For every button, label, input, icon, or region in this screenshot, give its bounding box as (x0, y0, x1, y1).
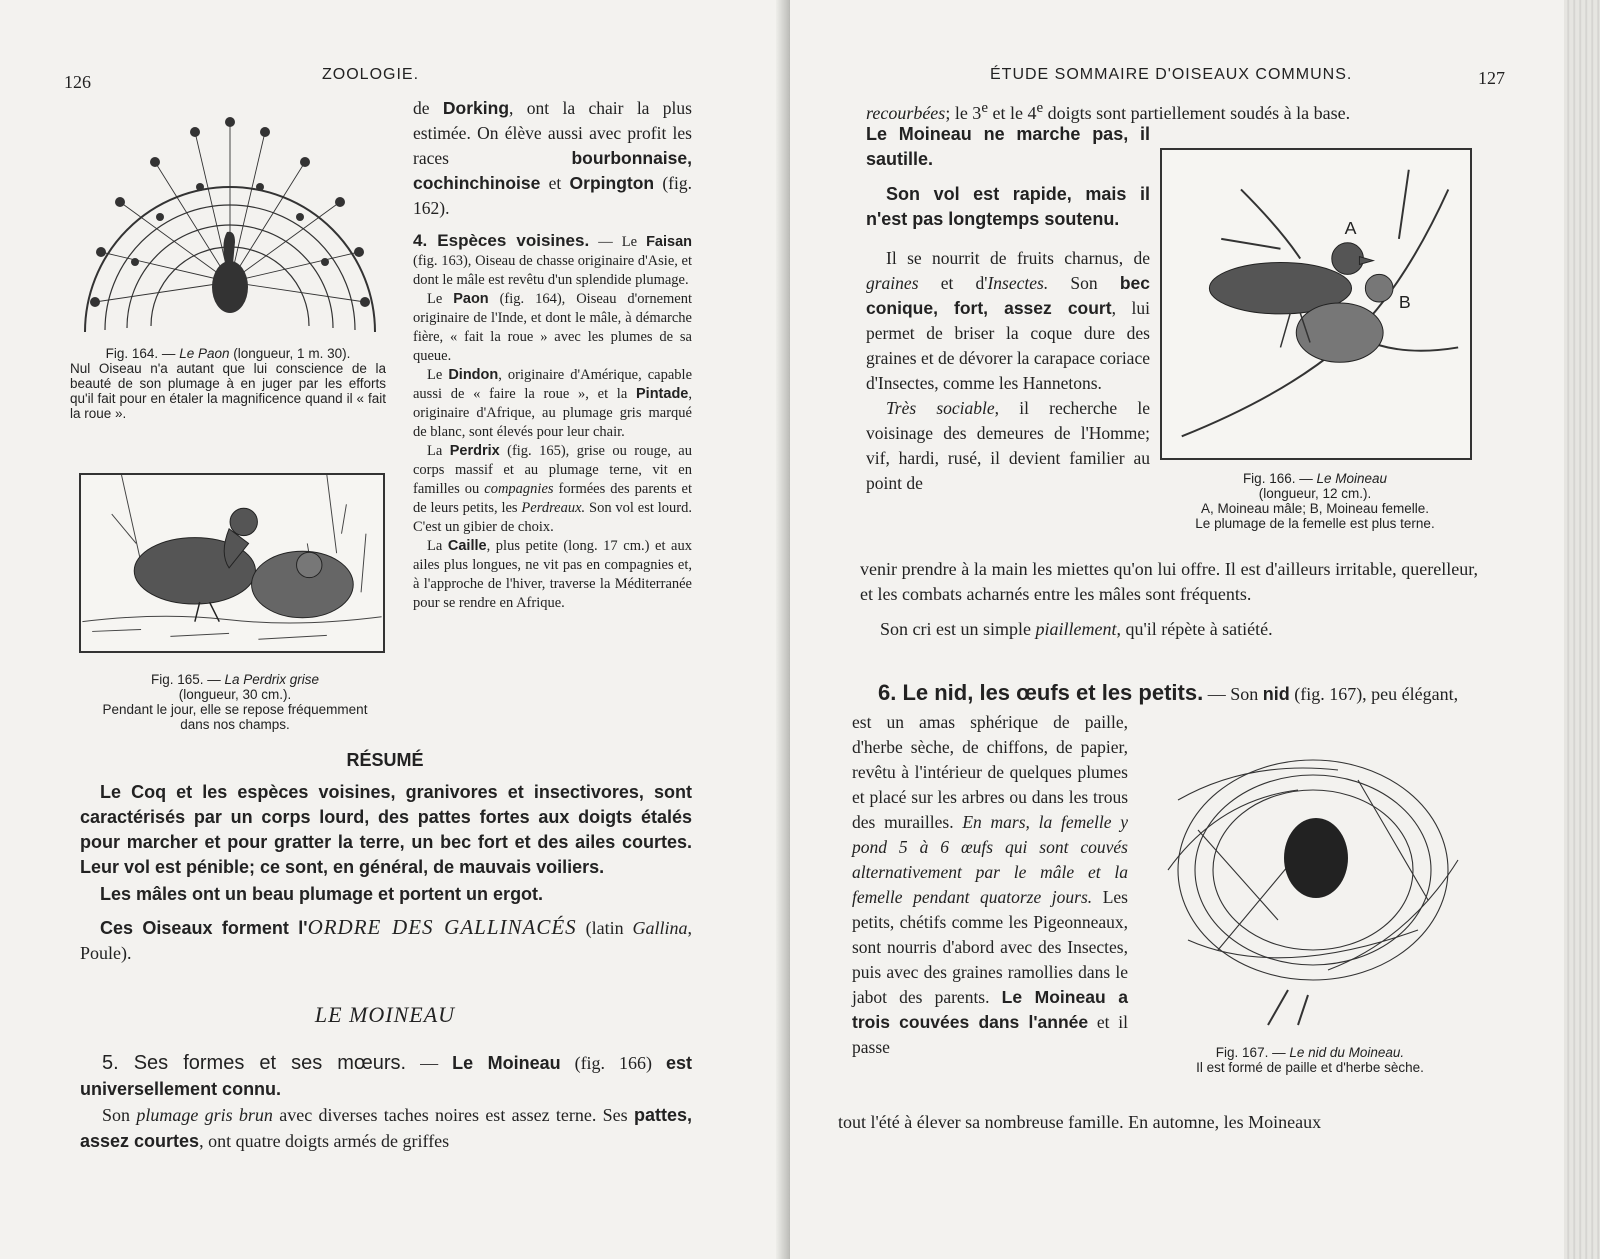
fig164-caption (70, 346, 386, 421)
peacock-icon (75, 102, 385, 338)
resume-block (80, 780, 692, 966)
paragraph-paon: Le Paon (fig. 164), Oiseau d'ornement originaire de l'Inde, et dont le mâle, à démarche fière, « fait la roue » avec les plumes de sa queue. (413, 291, 692, 364)
right-page (790, 0, 1600, 1259)
paragraph-especes: 4. Espèces voisines. — Le Faisan (fig. 163), Oiseau de chasse originaire d'Asie, et dont le mâle est revêtu d'un splendide plumage. (413, 231, 692, 288)
section6-text: est un amas sphérique de paille, d'herbe sèche, de chiffons, de papier, revêtu à l'intérieur de quelques plumes et placé sur les arbres ou dans les trous des murailles. En mars, la femelle y pond 5 à 6 œufs qui sont couvés alternativement par le mâle et la femelle pendant quatorze jours. Les petits, chétifs comme les Pigeonneaux, sont nourris d'abord avec des Insectes, puis avec des graines ramollies dans le jabot des parents. Le Moineau a trois couvées dans l'année et il passe (852, 712, 1129, 1057)
peacock-illustration (75, 102, 385, 338)
fig165-title: La Perdrix grise (224, 672, 320, 687)
resume-p1: Le Coq et les espèces voisines, granivores et insectivores, sont caractérisés par un corps lourd, des pattes fortes aux doigts étalés pour marcher et pour gratter la terre, un bec fort et des ailes courtes. Leur vol est pénible; ce sont, en général, de mauvais voiliers. (80, 782, 692, 877)
fig164-rest: (longueur, 1 m. 30). (233, 346, 351, 361)
paragraph-last: tout l'été à élever sa nombreuse famille. En automne, les Moineaux (838, 1112, 1322, 1132)
bold-vol: Son vol est rapide, mais il n'est pas longtemps soutenu. (866, 184, 1150, 229)
section5-heading: 5. Ses formes et ses mœurs. — Le Moineau (fig. 166) est universellement connu. (80, 1052, 693, 1099)
resume-p2: Les mâles ont un beau plumage et portent un ergot. (100, 884, 544, 904)
fig166-num: Fig. 166. — (1242, 471, 1313, 486)
resume-p3: Ces Oiseaux forment l'ORDRE DES GALLINACÉS (latin Gallina, Poule). (80, 915, 692, 963)
moineau-title: LE MOINEAU (314, 1002, 456, 1027)
fig166-text1: A, Moineau mâle; B, Moineau femelle. (1200, 501, 1430, 516)
fig164-num: Fig. 164. — (105, 346, 176, 361)
fig167-caption (1145, 1045, 1475, 1075)
partridge-icon (81, 475, 383, 651)
fig165-rest: (longueur, 30 cm.). (178, 687, 292, 702)
bold-sautille: Le Moineau ne marche pas, il sautille. (866, 124, 1150, 169)
fig165-caption (95, 672, 375, 732)
page-edge (1564, 0, 1600, 1259)
sparrow-icon (1162, 150, 1470, 458)
left-page (0, 0, 790, 1259)
fig166-caption (1150, 471, 1480, 531)
sparrow-illustration (1160, 148, 1472, 460)
fig167-num: Fig. 167. — (1215, 1045, 1286, 1060)
paragraph-caille: La Caille, plus petite (long. 17 cm.) et aux ailes plus longues, ne vit pas en compagnies et, à l'approche de l'hiver, traverse la Méditerranée pour se rendre en Afrique. (413, 538, 692, 611)
nest-icon (1158, 740, 1468, 1030)
fig166-text2: Le plumage de la femelle est plus terne. (1195, 516, 1435, 531)
fig165-text: Pendant le jour, elle se repose fréquemment dans nos champs. (102, 702, 368, 732)
line-recourbees: recourbées; le 3e et le 4e doigts sont partiellement soudés à la base. (866, 100, 1351, 123)
running-head-right: ÉTUDE SOMMAIRE D'OISEAUX COMMUNS. (990, 66, 1353, 83)
page-number-left: 126 (64, 72, 91, 92)
paragraph-cri: Son cri est un simple piaillement, qu'il répète à satiété. (880, 619, 1273, 639)
fig164-title: Le Paon (179, 346, 230, 361)
page-number-right: 127 (1478, 68, 1505, 88)
left-text-column (413, 96, 692, 613)
fig167-title: Le nid du Moineau. (1289, 1045, 1405, 1060)
fig166-rest: (longueur, 12 cm.). (1258, 486, 1372, 501)
nest-illustration (1158, 740, 1468, 1030)
fig166-title: Le Moineau (1316, 471, 1388, 486)
paragraph-venir: venir prendre à la main les miettes qu'on lui offre. Il est d'ailleurs irritable, querelleur, et les combats acharnés entre les mâles sont fréquents. Son cri est un simple piaillement, qu'il répète à satiété. (860, 557, 1478, 642)
paragraph-dorking: de Dorking, ont la chair la plus estimée. On élève aussi avec profit les races bourbonnaise, cochinchinoise et Orpington (fig. 162). (413, 98, 692, 218)
fig166-label-a: A (1344, 217, 1357, 238)
paragraph-perdrix: La Perdrix (fig. 165), grise ou rouge, au corps massif et au plumage terne, vit en familles ou compagnies formées des parents et de leurs petits, les Perdreaux. Son vol est lourd. C'est un gibier de choix. (413, 443, 692, 535)
resume-title: RÉSUMÉ (346, 750, 424, 770)
section5-text: Son plumage gris brun avec diverses taches noires est assez terne. Ses pattes, assez courtes, ont quatre doigts armés de griffes (80, 1105, 692, 1151)
fig164-text: Nul Oiseau n'a autant que lui conscience de la beauté de son plumage à en juger par les efforts qu'il fait pour en étaler la magnificence quand il « fait la roue ». (70, 361, 386, 421)
fig165-num: Fig. 165. — (150, 672, 221, 687)
paragraph-sociable: Très sociable, il recherche le voisinage des demeures de l'Homme; vif, hardi, rusé, il devient familier au point de (866, 398, 1150, 493)
running-head-left: ZOOLOGIE. (322, 66, 420, 83)
fig167-text: Il est formé de paille et d'herbe sèche. (1196, 1060, 1424, 1075)
fig166-label-b: B (1398, 291, 1411, 312)
paragraph-dindon: Le Dindon, originaire d'Amérique, capable aussi de « faire la roue », et la Pintade, originaire d'Afrique, au plumage gris marqué de blanc, sont élevés pour leur chair. (413, 367, 693, 440)
right-text-column (866, 122, 1150, 496)
partridge-illustration (79, 473, 385, 653)
paragraph-nourrit: Il se nourrit de fruits charnus, de graines et d'Insectes. Son bec conique, fort, assez court, lui permet de briser la coque dure des graines et de dévorer la carapace coriace d'Insectes, comme les Hannetons. (866, 248, 1150, 393)
section6-heading: 6. Le nid, les œufs et les petits. — Son nid (fig. 167), peu élégant, (878, 680, 1459, 705)
section5 (80, 1050, 692, 1154)
